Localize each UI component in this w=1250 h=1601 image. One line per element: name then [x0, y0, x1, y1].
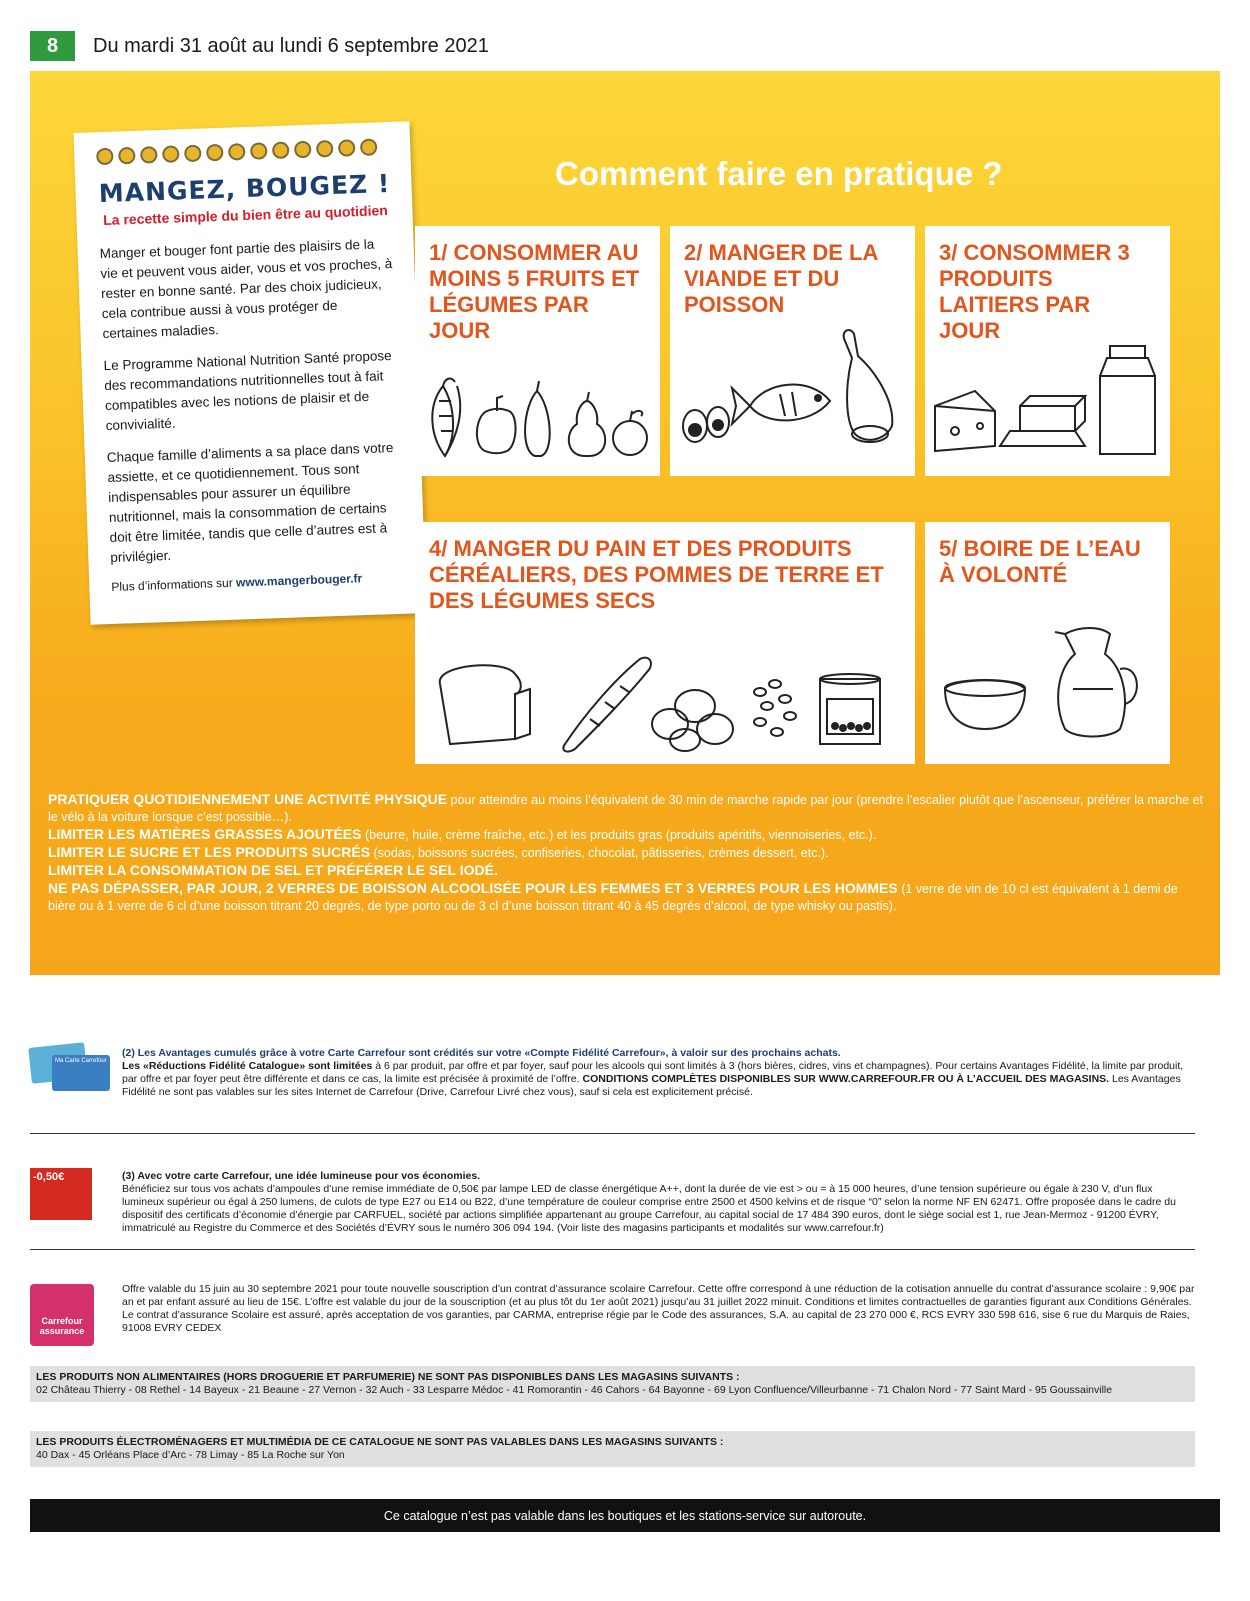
store-list-non-food: LES PRODUITS NON ALIMENTAIRES (HORS DROGUERIE ET PARFUMERIE) NE SONT PAS DISPONIBLES DANS LES MAGASINS SUIVANTS : 02 Château Thierry - 08 Rethel - 14 Bayeux - 21 Beaune - 27 Vernon - 32 Auch - 33 Lesparre Médoc - 41 Romorantin - 46 Cahors - 64 Bayonne - 69 Lyon Confluence/Villeurbanne - 71 Chalon Nord - 77 Saint Mard - 95 Goussainville — [30, 1366, 1195, 1402]
meat-fish-icon — [670, 316, 915, 466]
recommendation-item: PRATIQUER QUOTIDIENNEMENT UNE ACTIVITÉ PHYSIQUE pour atteindre au moins l’équivalent de 30 min de marche rapide par jour (prendre l’escalier plutôt que l’ascenseur, préférer la marche et le vélo à la voiture lorsque c’est possible…). — [48, 791, 1204, 824]
mangerbouger-link[interactable]: www.mangerbouger.fr — [235, 571, 363, 590]
note-subtitle: La recette simple du bien être au quotidien — [102, 202, 389, 229]
note-paragraph: Chaque famille d’aliments a sa place dans votre assiette, et ce quotidiennement. Tous sont indispensables pour assurer un équilibre nutritionnel, mais la consommation de certains doit être limitée, tandis que celle d’autres est à privilégier. — [106, 440, 394, 565]
nutrition-panel — [30, 71, 1220, 975]
note-paragraph: Le Programme National Nutrition Santé propose des recommandations nutritionnelles tout à fait compatibles avec les notions de plaisir et de convivialité. — [103, 348, 392, 434]
bread-cereals-icon — [415, 644, 915, 754]
carrefour-card-image: Ma Carte Carrefour — [30, 1045, 112, 1093]
legal-insurance: Offre valable du 15 juin au 30 septembre 2021 pour toute nouvelle souscription d’un contrat d’assurance scolaire Carrefour. Cette offre correspond à une réduction de la cotisation annuelle du contrat d’assurance scolaire : 9,90€ par an et par enfant assuré au lieu de 15€. L’offre est valable du jour de la souscription (et au plus tôt du 1er août 2021) jusqu’au 31 juillet 2022 minuit. Conditions et limites contractuelles de garanties figurant aux Conditions Générales. Le contrat d’assurance Scolaire est assuré, après acceptation de vos garanties, par CARMA, entreprise régie par le Code des assurances, S.A. au capital de 23 270 000 €, RCS EVRY 330 598 616, sise 6 rue du Marquis de Raies, 91008 EVRY CEDEX — [122, 1283, 1195, 1334]
led-discount-badge: -0,50€ — [30, 1168, 92, 1220]
tip-title: 5/ BOIRE DE L’EAU À VOLONTÉ — [939, 536, 1141, 587]
tip-box-1 — [415, 226, 660, 476]
tip-box-4 — [415, 522, 915, 764]
date-range: Du mardi 31 août au lundi 6 septembre 2021 — [93, 34, 489, 57]
tip-box-5 — [925, 522, 1170, 764]
recommendation-item: LIMITER LES MATIÈRES GRASSES AJOUTÉES (beurre, huile, crème fraîche, etc.) et les produits gras (produits apéritifs, viennoiseries, etc.). — [48, 826, 877, 842]
recommendation-item: LIMITER LA CONSOMMATION DE SEL ET PRÉFÉRER LE SEL IODÉ. — [48, 862, 498, 878]
footer-notice: Ce catalogue n’est pas valable dans les boutiques et les stations-service sur autoroute. — [30, 1499, 1220, 1532]
note-more-info: Plus d’informations sur www.mangerbouger.fr — [111, 571, 363, 594]
note-binding-dots — [96, 138, 390, 165]
fruits-vegetables-icon — [415, 356, 660, 466]
recommendations — [48, 791, 1208, 915]
legal-loyalty: (2) Les Avantages cumulés grâce à votre Carte Carrefour sont crédités sur votre «Compte Fidélité Carrefour», à valoir sur des prochains achats. Les «Réductions Fidélité Catalogue» sont limitées à 6 par produit, par offre et par foyer, sauf pour les alcools qui sont limités à 3 (hors bières, cidres, vins et champagnes). Pour certains Avantages Fidélité, la limite par produit, par offre et par foyer peut être différente et dans ce cas, la limite est précisée à proximité de l’offre. CONDITIONS COMPLÈTES DISPONIBLES SUR WWW.CARREFOUR.FR OU À L’ACCUEIL DES MAGASINS. Les Avantages Fidélité ne sont pas valables sur les sites Internet de Carrefour (Drive, Carrefour Livré chez vous), sauf si cela est explicitement précisé. — [122, 1047, 1184, 1098]
tip-title: 3/ CONSOMMER 3 PRODUITS LAITIERS PAR JOUR — [939, 240, 1130, 343]
divider — [30, 1249, 1195, 1250]
carrefour-assurance-logo: Carrefour assurance — [30, 1284, 94, 1346]
panel-title: Comment faire en pratique ? — [555, 155, 1003, 192]
store-list-electronics: LES PRODUITS ÉLECTROMÉNAGERS ET MULTIMÉDIA DE CE CATALOGUE NE SONT PAS VALABLES DANS LES MAGASINS SUIVANTS : 40 Dax - 45 Orléans Place d’Arc - 78 Limay - 85 La Roche sur Yon — [30, 1431, 1195, 1467]
tip-title: 1/ CONSOMMER AU MOINS 5 FRUITS ET LÉGUMES PAR JOUR — [429, 240, 640, 343]
note-card — [74, 121, 427, 624]
divider — [30, 1133, 1195, 1134]
dairy-icon — [925, 336, 1170, 466]
legal-led-offer: (3) Avec votre carte Carrefour, une idée lumineuse pour vos économies. Bénéficiez sur tous vos achats d’ampoules d’une remise immédiate de 0,50€ par lampe LED de classe énergétique A++, dont la durée de vie est > ou = à 15 000 heures, d’une tension supérieure ou égale à 230 V, d’un flux lumineux supérieur ou égal à 250 lumens, de culots de type E27 ou E14 ou B22, d’une température de couleur comprise entre 2500 et 4500 kelvins et de risque “0” selon la norme NF EN 62471. Offre proposée dans le cadre du dispositif des certificats d’économie d’énergie par CARFUEL, société par actions simplifiée appartenant au groupe Carrefour, au capital social de 17 484 390 euros, dont le siège social est 1, rue Jean-Mermoz - 91200 ÉVRY, immatriculé au Registre du Commerce et des Sociétés d’ÉVRY sous le numéro 306 094 194. (Voir liste des magasins participants et modalités sur www.carrefour.fr) — [122, 1170, 1176, 1234]
page-header — [30, 30, 489, 62]
tip-box-3 — [925, 226, 1170, 476]
recommendation-item: NE PAS DÉPASSER, PAR JOUR, 2 VERRES DE BOISSON ALCOOLISÉE POUR LES FEMMES ET 3 VERRES POUR LES HOMMES (1 verre de vin de 10 cl est équivalent à 1 demi de bière ou à 1 verre de 6 cl d’une boisson titrant 20 degrés, de type porto ou de 3 cl d’une boisson titrant 40 à 45 degrés d’alcool, de type whisky ou pastis). — [48, 880, 1178, 913]
tip-title: 4/ MANGER DU PAIN ET DES PRODUITS CÉRÉALIERS, DES POMMES DE TERRE ET DES LÉGUMES SECS — [429, 536, 884, 613]
water-icon — [925, 604, 1170, 754]
note-paragraph: Manger et bouger font partie des plaisirs de la vie et peuvent vous aider, vous et vos proches, à rester en bonne santé. Par des choix judicieux, cela contribue aussi à vous protéger de certaines maladies. — [99, 236, 393, 342]
note-title: MANGEZ, BOUGEZ ! — [98, 168, 391, 209]
tip-box-2 — [670, 226, 915, 476]
tip-title: 2/ MANGER DE LA VIANDE ET DU POISSON — [684, 240, 878, 317]
page-number: 8 — [30, 31, 75, 61]
recommendation-item: LIMITER LE SUCRE ET LES PRODUITS SUCRÉS (sodas, boissons sucrées, confiseries, chocolat, pâtisseries, crèmes dessert, etc.). — [48, 844, 829, 860]
